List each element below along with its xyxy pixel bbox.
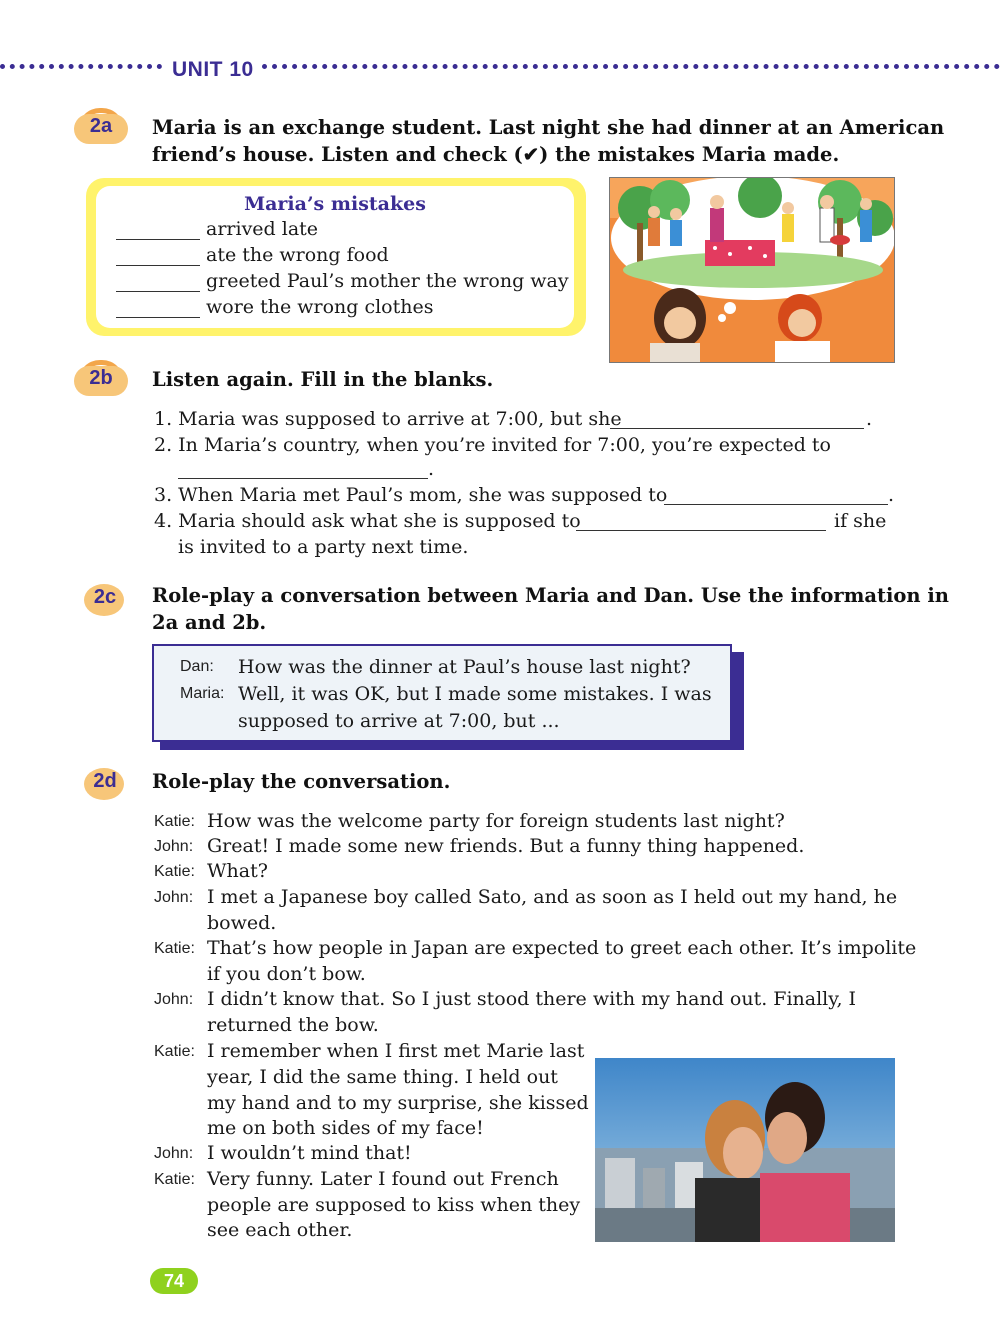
question-2: 2. In Maria’s country, when you’re invited for 7:00, you’re expected to — [154, 434, 831, 456]
check-blank[interactable] — [116, 246, 200, 266]
speaker-label: John: — [154, 1145, 194, 1162]
utterance: Very funny. Later I found out French — [207, 1168, 559, 1190]
utterance: supposed to arrive at 7:00, but ... — [238, 710, 560, 732]
utterance: bowed. — [207, 912, 277, 934]
mistake-item[interactable]: ate the wrong food — [116, 244, 389, 270]
speaker-label: Dan: — [180, 658, 214, 675]
speaker-label: John: — [154, 889, 194, 906]
check-blank[interactable] — [116, 272, 200, 292]
answer-blank-3[interactable] — [664, 504, 888, 505]
mistake-item[interactable]: arrived late — [116, 218, 318, 244]
speaker-label: Katie: — [154, 1171, 195, 1188]
speaker-label: Katie: — [154, 1043, 195, 1060]
speaker-label: Katie: — [154, 940, 195, 957]
mistake-item[interactable]: wore the wrong clothes — [116, 296, 433, 322]
instruction-2c: Role-play a conversation between Maria and Dan. Use the information in 2a and 2b. — [152, 584, 949, 634]
utterance: I remember when I first met Marie last — [207, 1040, 585, 1062]
utterance: Well, it was OK, but I made some mistakes. I was — [238, 683, 712, 705]
utterance: people are supposed to kiss when they — [207, 1194, 581, 1216]
greeting-kiss-photo — [595, 1058, 895, 1242]
dinner-party-illustration — [609, 177, 895, 363]
mistake-item[interactable]: greeted Paul’s mother the wrong way — [116, 270, 569, 296]
utterance: How was the dinner at Paul’s house last night? — [238, 656, 691, 678]
utterance: returned the bow. — [207, 1014, 379, 1036]
speaker-label: John: — [154, 991, 194, 1008]
utterance: my hand and to my surprise, she kissed — [207, 1092, 589, 1114]
speaker-label: Katie: — [154, 863, 195, 880]
utterance: What? — [207, 860, 268, 882]
utterance: Great! I made some new friends. But a funny thing happened. — [207, 835, 805, 857]
check-blank[interactable] — [116, 220, 200, 240]
header-dots-left — [0, 64, 162, 74]
mistakes-title: Maria’s mistakes — [244, 193, 426, 215]
page-number: 74 — [150, 1268, 198, 1294]
question-4: 4. Maria should ask what she is supposed to — [154, 510, 581, 532]
utterance: I wouldn’t mind that! — [207, 1142, 412, 1164]
utterance: How was the welcome party for foreign students last night? — [207, 810, 785, 832]
speaker-label: John: — [154, 838, 194, 855]
answer-blank-1[interactable] — [610, 428, 864, 429]
question-1: 1. Maria was supposed to arrive at 7:00, but she — [154, 408, 622, 430]
header-dots-right — [262, 64, 1000, 74]
utterance: see each other. — [207, 1219, 353, 1241]
instruction-2a: Maria is an exchange student. Last night she had dinner at an American friend’s house. Listen and check (✔) the mistakes Maria made. — [152, 116, 945, 166]
instruction-2d: Role-play the conversation. — [152, 770, 451, 793]
badge-2d: 2d — [76, 766, 134, 802]
utterance: I didn’t know that. So I just stood there with my hand out. Finally, I — [207, 988, 857, 1010]
answer-blank-4[interactable] — [576, 530, 826, 531]
unit-title: UNIT 10 — [172, 58, 254, 81]
utterance: me on both sides of my face! — [207, 1117, 484, 1139]
instruction-2b: Listen again. Fill in the blanks. — [152, 368, 494, 391]
utterance: year, I did the same thing. I held out — [207, 1066, 558, 1088]
answer-blank-2[interactable] — [178, 478, 428, 479]
speaker-label: Maria: — [180, 685, 225, 702]
badge-2a: 2a — [72, 108, 130, 144]
speaker-label: Katie: — [154, 813, 195, 830]
badge-2c: 2c — [76, 582, 134, 618]
utterance: if you don’t bow. — [207, 963, 366, 985]
utterance: I met a Japanese boy called Sato, and as soon as I held out my hand, he — [207, 886, 898, 908]
utterance: That’s how people in Japan are expected to greet each other. It’s impolite — [207, 937, 917, 959]
check-blank[interactable] — [116, 298, 200, 318]
badge-2b: 2b — [72, 360, 130, 396]
question-3: 3. When Maria met Paul’s mom, she was supposed to — [154, 484, 668, 506]
